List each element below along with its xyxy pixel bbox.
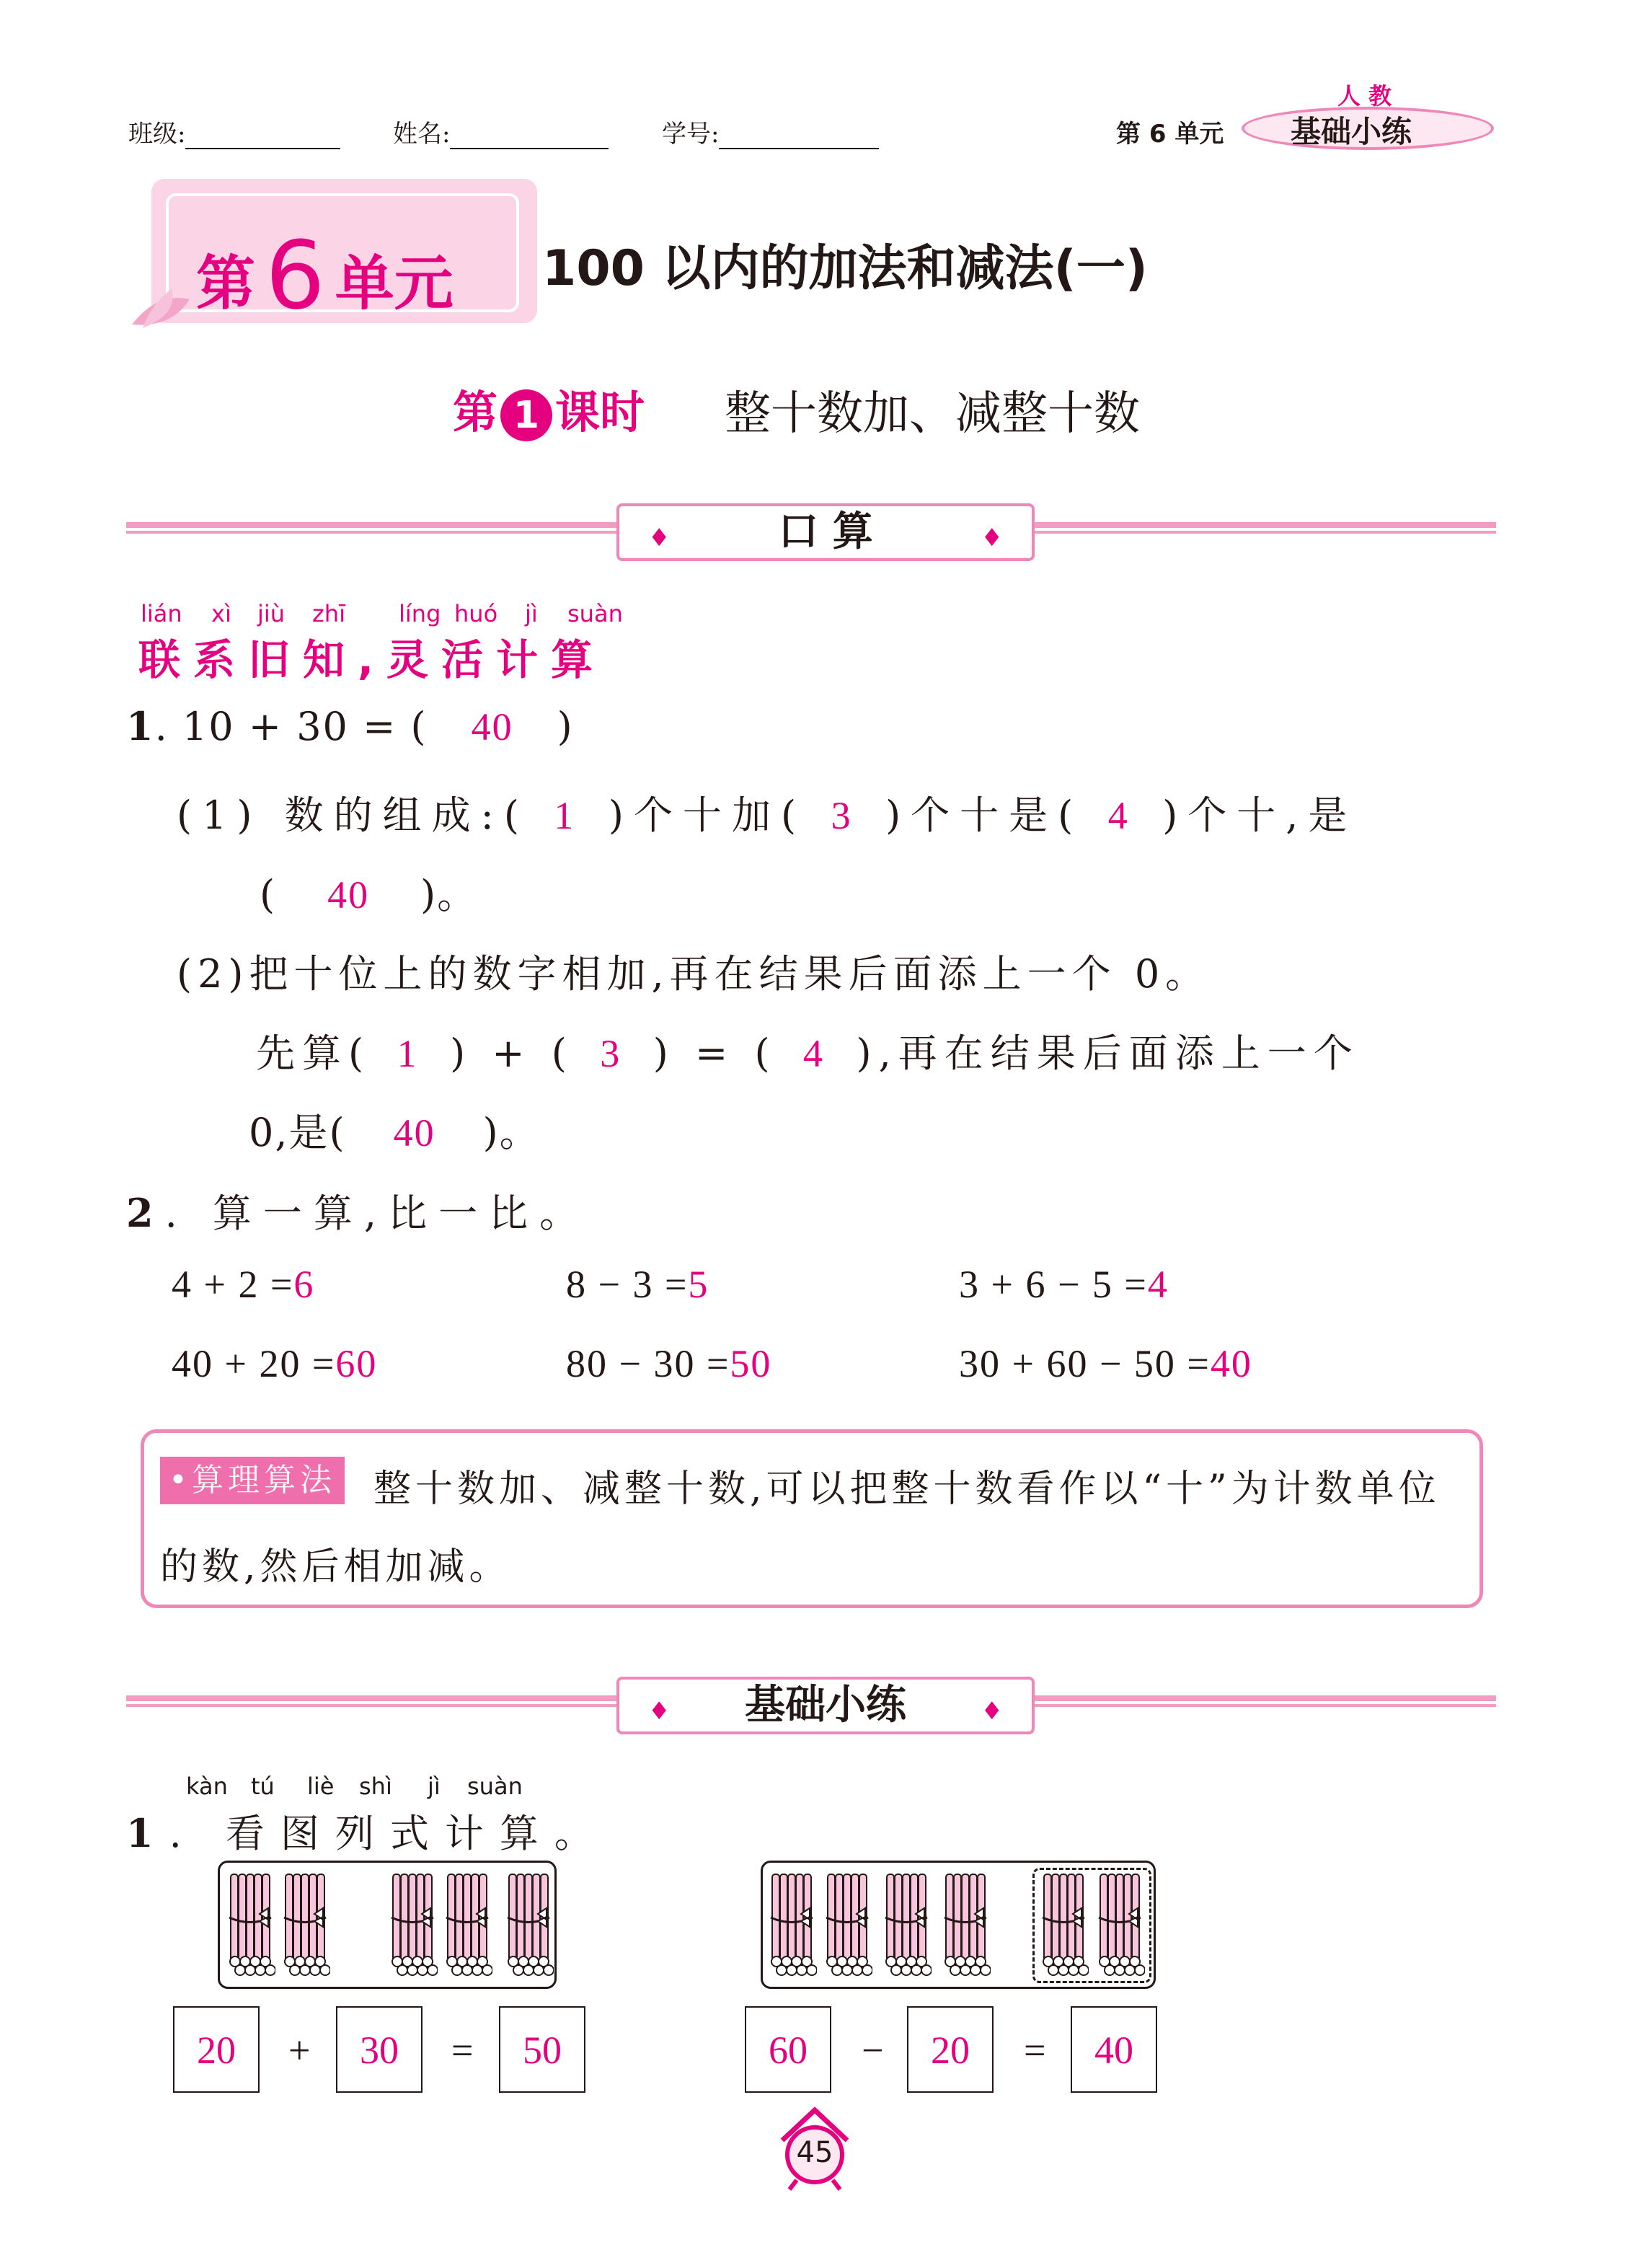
q2-expr: 8 − 3 =: [566, 1263, 689, 1306]
q2-number: 2: [126, 1190, 165, 1236]
section1-title-text: 口 算: [778, 508, 873, 555]
section-bar-jichu: [126, 1682, 1496, 1729]
brand-small-text: 人 教: [1337, 82, 1392, 110]
name-blank[interactable]: [450, 125, 609, 149]
ex1-left-box-a[interactable]: 20: [173, 2006, 260, 2093]
tip-text-line1: 整十数加、减整十数,可以把整十数看作以“十”为计数单位: [373, 1468, 1441, 1511]
ex1-left-op: +: [288, 2029, 311, 2072]
id-label: 学号:: [662, 120, 720, 149]
name-label: 姓名:: [393, 120, 451, 149]
q2-expr: 80 − 30 =: [566, 1342, 730, 1385]
section-title-jichu: [616, 1677, 1035, 1734]
ex1-title: [126, 1803, 609, 1858]
stick-bundle: [1094, 1871, 1145, 1979]
pinyin: tú: [251, 1773, 275, 1800]
leaf-icon: [128, 285, 193, 335]
text: ) + (: [450, 1031, 574, 1076]
q1-number: 1: [126, 703, 155, 749]
lesson-title: 整十数加、减整十数: [725, 387, 1140, 441]
pinyin: jiù: [257, 600, 286, 627]
q2-answer[interactable]: 5: [688, 1263, 709, 1306]
stick-bundle: [387, 1871, 438, 1979]
ex1-right-op: −: [862, 2029, 884, 2072]
text: ) = (: [652, 1031, 777, 1076]
brand-text: 基础小练: [1291, 114, 1412, 149]
pinyin: suàn: [467, 1773, 523, 1800]
q2-item: [959, 1262, 1169, 1307]
pinyin: huó: [454, 600, 498, 627]
text: )个十加(: [608, 793, 807, 838]
id-field: [662, 114, 879, 149]
diamond-icon: ♦: [648, 1697, 671, 1726]
lesson-number-badge: 1: [500, 389, 552, 441]
lesson-heading: [453, 376, 645, 441]
stick-bundle: [940, 1871, 991, 1979]
ex1-left-box-c[interactable]: 50: [499, 2006, 585, 2093]
class-blank[interactable]: [185, 125, 340, 149]
stick-bundle: [280, 1871, 330, 1979]
text: )个十,是: [1162, 793, 1358, 838]
unit-prefix: 第: [196, 250, 256, 318]
diamond-icon: ♦: [648, 524, 671, 552]
q2-title-text: . 算一算,比一比。: [164, 1191, 590, 1236]
unit-title: 100 以内的加法和减法(一): [542, 240, 1148, 297]
section-bar-kousuan: [126, 508, 1496, 555]
stick-bundle: [881, 1871, 932, 1979]
q2-expr: 3 + 6 − 5 =: [959, 1263, 1148, 1306]
pinyin: jì: [525, 600, 538, 627]
blank-answer[interactable]: 3: [831, 794, 861, 837]
class-label: 班级:: [128, 120, 186, 149]
pinyin: shì: [359, 1773, 392, 1800]
diamond-icon: ♦: [981, 524, 1003, 552]
text: )。: [420, 872, 478, 917]
q2-answer[interactable]: 40: [1210, 1342, 1252, 1385]
q1-line: [126, 703, 574, 749]
text: )。: [482, 1110, 540, 1155]
q2-item: [172, 1341, 377, 1386]
q1-part1-line: [177, 785, 1357, 840]
q2-answer[interactable]: 4: [1147, 1263, 1169, 1306]
q2-answer[interactable]: 60: [335, 1342, 378, 1385]
name-field: [393, 114, 609, 149]
q2-item: [172, 1262, 314, 1307]
unit-suffix: 单元: [335, 250, 454, 318]
tip-text-line2: 的数,然后相加减。: [160, 1545, 511, 1589]
id-blank[interactable]: [719, 125, 879, 149]
blank-answer[interactable]: 4: [1107, 794, 1138, 837]
ex1-right-box-c[interactable]: 40: [1071, 2006, 1157, 2093]
stick-bundle: [503, 1871, 554, 1979]
ex1-number: 1: [126, 1810, 169, 1856]
ex1-left-eq: =: [451, 2029, 474, 2072]
section2-title-text: 基础小练: [745, 1682, 906, 1729]
q2-item: [566, 1262, 709, 1307]
q2-item: [566, 1341, 771, 1386]
pinyin: lián: [141, 600, 182, 627]
blank-answer[interactable]: 40: [327, 873, 370, 917]
ex1-left-box-b[interactable]: 30: [336, 2006, 423, 2093]
q2-expr: 40 + 20 =: [172, 1342, 336, 1385]
blank-answer[interactable]: 1: [554, 794, 584, 837]
ex1-right-box-a[interactable]: 60: [745, 2006, 831, 2093]
stick-bundle: [766, 1871, 817, 1979]
q1-part1b-line: [260, 864, 477, 919]
blank-answer[interactable]: 1: [397, 1032, 424, 1075]
pinyin: liè: [307, 1773, 335, 1800]
ex1-title-text: . 看图列式计算。: [169, 1811, 609, 1856]
ex1-right-eq: =: [1024, 2029, 1046, 2072]
pinyin: líng: [399, 600, 441, 627]
q2-answer[interactable]: 50: [730, 1342, 772, 1385]
pinyin: xì: [211, 600, 231, 627]
q1-part2b-line: [256, 1023, 1360, 1078]
text: )个十是(: [885, 793, 1084, 838]
page-number: 45: [796, 2136, 833, 2169]
q2-answer[interactable]: 6: [293, 1263, 315, 1306]
text: 0,是(: [249, 1110, 346, 1155]
text: ),再在结果后面添上一个: [856, 1031, 1360, 1076]
blank-answer[interactable]: 40: [393, 1111, 435, 1155]
diamond-icon: ♦: [981, 1697, 1003, 1726]
q2-title: [126, 1183, 590, 1238]
q1-part2-line: (2)把十位上的数字相加,再在结果后面添上一个 0。: [177, 951, 1211, 997]
pinyin: kàn: [186, 1773, 228, 1800]
stick-bundle: [442, 1871, 492, 1979]
text: (: [260, 872, 277, 917]
q2-item: [959, 1341, 1252, 1386]
q2-expr: 4 + 2 =: [172, 1263, 294, 1306]
unit-number: 6: [265, 221, 325, 330]
section-title-kousuan: [616, 503, 1035, 561]
subheading-lianxi: 联系旧知,灵活计算: [138, 635, 606, 684]
q1-part2c-line: [249, 1102, 540, 1157]
pinyin: jì: [428, 1773, 441, 1800]
stick-bundle: [225, 1871, 275, 1979]
text: 先算(: [256, 1031, 371, 1076]
class-field: [128, 114, 340, 149]
stick-bundle: [1038, 1871, 1089, 1979]
lesson-prefix: 第: [453, 386, 498, 438]
pinyin: suàn: [567, 600, 623, 627]
blank-answer[interactable]: 4: [803, 1032, 831, 1075]
unit-header-label: 第 6 单元: [1116, 120, 1224, 149]
lesson-suffix: 课时: [555, 386, 645, 438]
q2-expr: 30 + 60 − 50 =: [959, 1342, 1211, 1385]
stick-bundle: [822, 1871, 872, 1979]
blank-answer[interactable]: 3: [600, 1032, 627, 1075]
q1-answer[interactable]: 40: [471, 705, 513, 749]
q1-close: ): [557, 704, 574, 749]
q1-expr: . 10 + 30 = (: [154, 704, 428, 749]
pinyin: zhī: [312, 600, 345, 627]
tip-label: •算理算法: [160, 1457, 345, 1504]
text: (1) 数的组成:(: [177, 793, 529, 838]
unit-heading: [196, 216, 454, 330]
ex1-right-box-b[interactable]: 20: [907, 2006, 994, 2093]
